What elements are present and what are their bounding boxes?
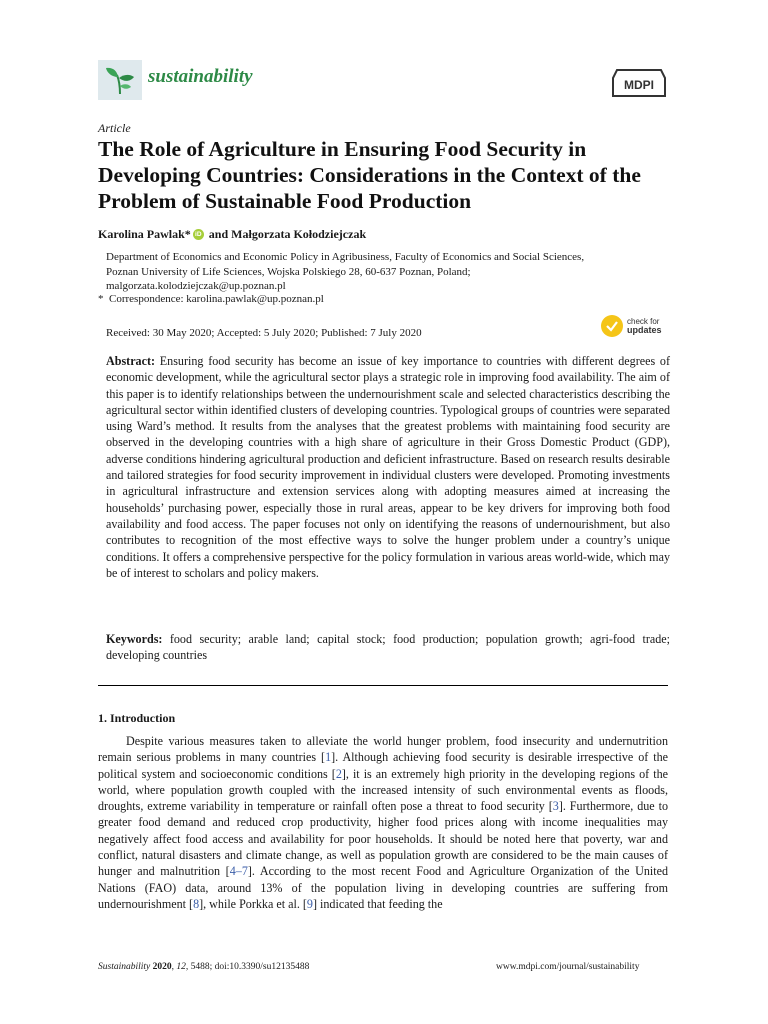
section-title: Introduction (110, 711, 176, 725)
footer-volume: 12 (176, 962, 186, 972)
publication-dates: Received: 30 May 2020; Accepted: 5 July 2020; Published: 7 July 2020 (106, 327, 422, 339)
footer-year: 2020 (152, 962, 172, 972)
intro-text: ]. Furthermore, due to greater food demand and reduced crop productivity, higher food prices along with income inequalities may negatively affect food access and availability for poor households. It should be noted here that poverty, war and conflict, natural disasters and climate change, as well as population growth are considered to be the main causes of hunger and malnutrition [ (98, 799, 668, 879)
author-joiner: and (205, 227, 232, 241)
abstract-text: Ensuring food security has become an issue of key importance to countries with different degrees of economic development, while the agricultural sector plays a strategic role in improving food availability. The aim of this paper is to identify relationships between the undernourishment scale and selected characteristics describing the agricultural sector within identified clusters of developing countries. Typological groups of countries were separated using Ward’s method. It results from the analyses that the greatest problems with maintaining food security are observed in the developing countries with a high share of agriculture in their Gross Domestic Product (GDP), adverse conditions hindering agricultural production and deficient infrastructure. Based on research results desirable and tailored strategies for food security improvement in individual clusters were developed. Promoting investments in agricultural infrastructure and extension services along with adopting measures aimed at increasing the households’ purchasing power, especially those in rural areas, appear to be key drivers for improving both food availability and food access. The paper focuses not only on identifying the reasons of undernourishment, but also contributes to recognition of the most effective ways to solve the hunger problem under a country’s unique conditions. It offers a comprehensive perspective for the policy formulation in various areas world-wide, which may be of interest to scholars and policy makers. (106, 354, 670, 580)
journal-logo (98, 60, 142, 100)
orcid-icon[interactable]: iD (193, 229, 204, 240)
citation-link[interactable]: 9 (306, 896, 313, 911)
updates-label: updates (627, 325, 662, 335)
keywords-text: food security; arable land; capital stock; food production; population growth; agri-food trade; developing countries (106, 632, 670, 663)
author-name[interactable]: Karolina Pawlak (98, 227, 185, 241)
abstract (106, 353, 670, 581)
intro-paragraph (98, 733, 668, 912)
keywords-label: Keywords: (106, 632, 163, 646)
author-name[interactable]: Małgorzata Kołodziejczak (231, 227, 367, 241)
publisher-name: MDPI (624, 78, 654, 92)
abstract-label: Abstract: (106, 354, 156, 368)
affiliation-email[interactable]: malgorzata.kolodziejczak@up.poznan.pl (106, 280, 286, 292)
correspondence-text[interactable]: Correspondence: karolina.pawlak@up.poznan.pl (109, 293, 324, 305)
section-heading (98, 711, 175, 726)
correspondence (98, 293, 324, 305)
section-number: 1. (98, 711, 107, 725)
intro-text: ], while Porkka et al. [ (199, 896, 307, 911)
article-title: The Role of Agriculture in Ensuring Food Security in Developing Countries: Considerations in the Context of the Problem of Sustainable Food Production (98, 137, 641, 213)
intro-text: ]. According to the most recent Food and Agriculture Organization of the United Nations (FAO) data, around 13% of the population living in developing countries are suffering from undernourishment [ (98, 864, 669, 911)
intro-text: Despite various measures taken to alleviate the world hunger problem, food insecurity and undernutrition remain serious problems in many countries [ (98, 734, 668, 765)
footer-citation: Sustainability 2020, 12, 5488; doi:10.3390/su12135488 (98, 962, 310, 972)
check-for-updates-button[interactable] (601, 315, 662, 337)
corresponding-marker: * (184, 227, 191, 241)
journal-name: sustainability (148, 66, 253, 87)
affiliation-line: Poznan University of Life Sciences, Wojska Polskiego 28, 60-637 Poznan, Poland; (106, 265, 471, 278)
author-list (98, 227, 366, 242)
keywords (106, 631, 670, 664)
footer-doi[interactable]: , 5488; doi:10.3390/su12135488 (185, 962, 310, 972)
intro-text: ], it is an extremely high priority in the developing regions of the world, where population growth coupled with the increased intensity of such environmental events as floods, droughts, extreme variability in temperature or rainfall often pose a threat to food security [ (98, 766, 668, 814)
affiliation (106, 250, 686, 294)
correspondence-marker: * (98, 293, 104, 305)
intro-text: ]. Although achieving food security is desirable irrespective of the political system and socioeconomic conditions [ (98, 750, 669, 781)
intro-text: ] indicated that feeding the (312, 896, 443, 911)
citation-link[interactable]: 2 (335, 766, 342, 781)
leaf-icon (103, 64, 137, 96)
check-for-label: check for (627, 317, 660, 326)
article-type: Article (98, 121, 131, 135)
footer-journal: Sustainability (98, 962, 151, 972)
footer-journal-url[interactable]: www.mdpi.com/journal/sustainability (496, 962, 640, 972)
section-divider (98, 685, 668, 686)
affiliation-line: Department of Economics and Economic Policy in Agribusiness, Faculty of Economics and Social Sciences, (106, 251, 585, 263)
citation-link[interactable]: 4–7 (229, 864, 248, 879)
citation-link[interactable]: 8 (193, 896, 200, 911)
publisher-logo (611, 68, 667, 98)
citation-link[interactable]: 3 (552, 799, 559, 814)
check-updates-icon (601, 315, 623, 337)
citation-link[interactable]: 1 (325, 750, 332, 765)
